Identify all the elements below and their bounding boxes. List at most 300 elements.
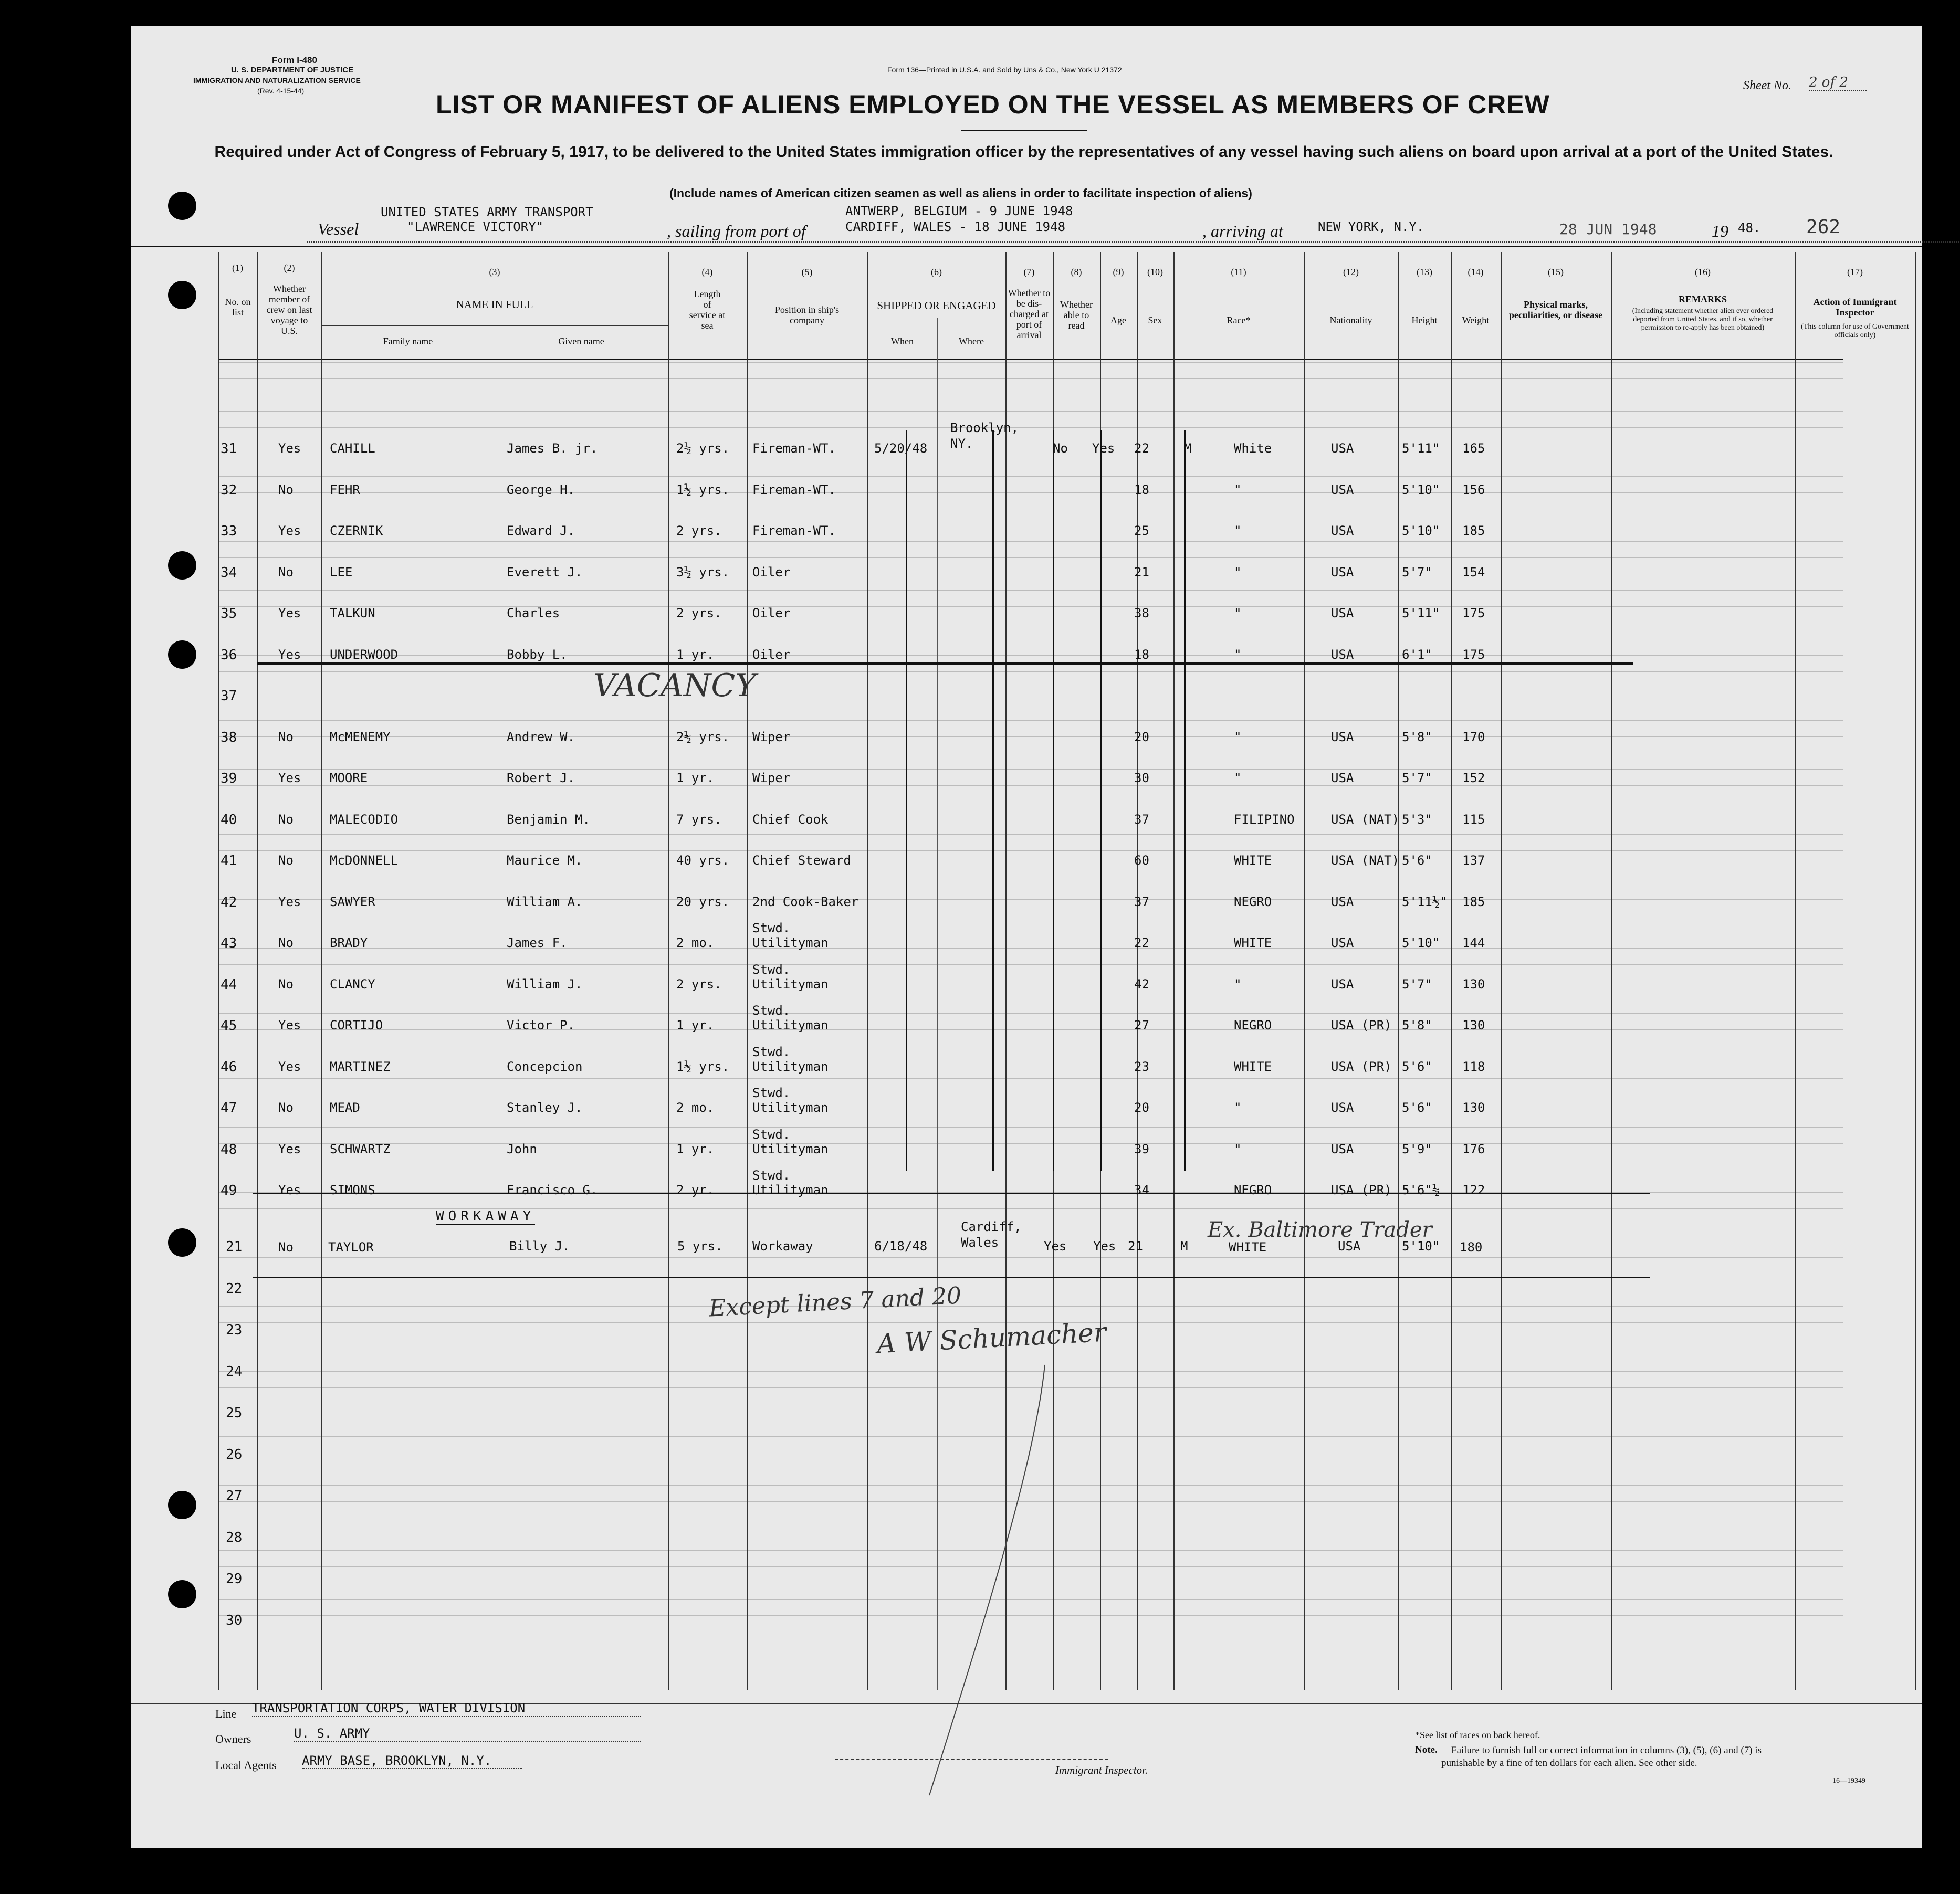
- service-length: 1 yr.: [676, 1141, 715, 1156]
- age: 30: [1134, 771, 1149, 785]
- col-3-family: Family name: [383, 336, 433, 346]
- row-number: 47: [221, 1100, 237, 1116]
- family-name: MARTINEZ: [330, 1059, 391, 1074]
- age: 22: [1134, 441, 1149, 456]
- given-name: Concepcion: [507, 1059, 583, 1074]
- workaway-no: 21: [226, 1239, 243, 1255]
- position: Utilityman: [752, 1059, 829, 1074]
- prev-cell: No: [278, 729, 294, 744]
- position: Utilityman: [752, 1018, 829, 1033]
- row-number: 32: [221, 482, 237, 498]
- workaway-discharged: Yes: [1044, 1239, 1067, 1254]
- grid-line: [218, 899, 1843, 900]
- service-length: 2 yrs.: [676, 523, 722, 538]
- grid-line: [218, 427, 1843, 428]
- weight: 130: [1462, 976, 1485, 992]
- position: Oiler: [752, 647, 791, 662]
- service-length: 1½ yrs.: [676, 1059, 730, 1074]
- race: ": [1234, 606, 1242, 620]
- service-length: 1 yr.: [676, 647, 715, 662]
- grid-line: [218, 655, 1843, 656]
- discharged: No: [1053, 441, 1068, 456]
- sheet-label: Sheet No.: [1743, 79, 1791, 92]
- weight: 176: [1462, 1141, 1485, 1156]
- family-name: McMENEMY: [330, 729, 391, 744]
- race: ": [1234, 1100, 1242, 1115]
- owners-label: Owners: [215, 1732, 251, 1745]
- col-line: [1451, 252, 1452, 1690]
- col-15-num: (15): [1548, 267, 1564, 277]
- grid-line: [218, 362, 1843, 363]
- service-length: 3½ yrs.: [676, 564, 730, 580]
- port-line-1: ANTWERP, BELGIUM - 9 JUNE 1948: [845, 204, 1073, 218]
- age: 22: [1134, 935, 1149, 950]
- empty-row-number: 30: [226, 1613, 243, 1628]
- grid-line: [218, 1127, 1843, 1128]
- service-length: 2 yrs.: [676, 976, 722, 992]
- revision: (Rev. 4-15-44): [257, 87, 305, 95]
- service-length: 7 yrs.: [676, 812, 722, 827]
- crew-table: [131, 26, 1922, 1848]
- service-length: 2½ yrs.: [676, 729, 730, 744]
- row-number: 44: [221, 976, 237, 993]
- position-dept: Stwd.: [752, 921, 791, 935]
- nationality: USA (NAT): [1331, 853, 1400, 868]
- ditto-stroke: [906, 430, 907, 1171]
- height: 5'10": [1402, 935, 1440, 950]
- height: 5'6": [1402, 853, 1432, 868]
- given-name: William J.: [507, 976, 583, 992]
- weight: 152: [1462, 771, 1485, 785]
- col-6-label: SHIPPED OR ENGAGED: [877, 299, 996, 312]
- col-12-label: Nationality: [1329, 315, 1372, 325]
- vacancy-note: VACANCY: [593, 667, 756, 704]
- vessel-label: Vessel: [318, 219, 359, 238]
- col-line: [1173, 252, 1175, 1690]
- manifest-sheet: [131, 26, 1922, 1848]
- workaway-height: 5'10": [1402, 1239, 1440, 1254]
- port-line-2: CARDIFF, WALES - 18 JUNE 1948: [845, 219, 1066, 234]
- height: 5'10": [1402, 482, 1440, 497]
- service-length: 1 yr.: [676, 771, 715, 785]
- nationality: USA: [1331, 647, 1354, 662]
- races-note: *See list of races on back hereof.: [1415, 1730, 1540, 1740]
- position: Utilityman: [752, 1141, 829, 1156]
- year-label: 19: [1712, 222, 1728, 240]
- race: ": [1234, 771, 1242, 785]
- row-number: 48: [221, 1141, 237, 1158]
- grid-line: [218, 557, 1843, 558]
- grid-line: [218, 492, 1843, 493]
- department: U. S. DEPARTMENT OF JUSTICE: [231, 66, 354, 75]
- workaway-remark: Ex. Baltimore Trader: [1208, 1218, 1432, 1242]
- header-bottom-rule: [218, 359, 1843, 360]
- col-line: [257, 252, 258, 1690]
- ditto-stroke: [1053, 430, 1054, 1171]
- position: Utilityman: [752, 1100, 829, 1115]
- workaway-age: 21: [1128, 1239, 1143, 1254]
- nationality: USA: [1331, 894, 1354, 909]
- service-length: 1 yr.: [676, 1018, 715, 1033]
- nationality: USA: [1331, 935, 1354, 950]
- prev-cell: Yes: [278, 1183, 301, 1197]
- given-name: Francisco G.: [507, 1183, 598, 1197]
- col-17-note: (This column for use of Government officials only): [1801, 323, 1909, 339]
- nationality: USA: [1331, 482, 1354, 497]
- weight: 185: [1462, 894, 1485, 909]
- workaway-race: WHITE: [1229, 1240, 1267, 1255]
- height: 5'9": [1402, 1141, 1432, 1156]
- line-label: Line: [215, 1707, 237, 1720]
- year-value: 48.: [1738, 220, 1761, 235]
- col-16-label: REMARKS: [1678, 294, 1727, 304]
- row-number: 49: [221, 1183, 237, 1198]
- grid-line: [218, 850, 1843, 851]
- col-2-num: (2): [284, 262, 295, 273]
- arriving-port: NEW YORK, N.Y.: [1318, 219, 1424, 234]
- race: ": [1234, 1141, 1242, 1156]
- family-name: SAWYER: [330, 894, 375, 909]
- weight: 185: [1462, 523, 1485, 538]
- col-3-given: Given name: [558, 336, 604, 346]
- row-number: 39: [221, 771, 237, 786]
- grid-line: [218, 1143, 1843, 1144]
- age: 25: [1134, 523, 1149, 538]
- given-name: Stanley J.: [507, 1100, 583, 1115]
- family-name: CZERNIK: [330, 523, 383, 538]
- position-dept: Stwd.: [752, 1127, 791, 1142]
- col-16-note: (Including statement whether alien ever ordered deported from United States, and if so, whether permission to re-apply has been obtained): [1632, 307, 1774, 332]
- position: Utilityman: [752, 1183, 829, 1197]
- family-name: SCHWARTZ: [330, 1141, 391, 1156]
- col-13-num: (13): [1417, 267, 1432, 277]
- given-name: George H.: [507, 482, 575, 497]
- prev-cell: Yes: [278, 894, 301, 909]
- empty-row-number: 23: [226, 1322, 243, 1338]
- position: Utilityman: [752, 976, 829, 992]
- col-12-num: (12): [1343, 267, 1359, 277]
- race: ": [1234, 523, 1242, 538]
- col-line: [1501, 252, 1502, 1690]
- workaway-service: 5 yrs.: [677, 1239, 723, 1254]
- vessel-line-1: UNITED STATES ARMY TRANSPORT: [381, 205, 593, 219]
- row-number: 33: [221, 523, 237, 539]
- prev-cell: Yes: [278, 1141, 301, 1156]
- age: 21: [1134, 564, 1149, 580]
- prev-cell: No: [278, 935, 294, 950]
- include-note: (Include names of American citizen seamen as well as aliens in order to facilitate inspection of aliens): [669, 186, 1252, 200]
- service-length: 2 mo.: [676, 935, 715, 950]
- col-4-num: (4): [701, 267, 713, 277]
- sex: M: [1184, 441, 1192, 456]
- age: 37: [1134, 894, 1149, 909]
- agents-label: Local Agents: [215, 1759, 277, 1772]
- page-title: LIST OR MANIFEST OF ALIENS EMPLOYED ON THE VESSEL AS MEMBERS OF CREW: [436, 90, 1550, 119]
- col-6-num: (6): [931, 267, 942, 277]
- grid-line: [218, 736, 1843, 737]
- stamp-number: 262: [1806, 216, 1841, 238]
- race: ": [1234, 482, 1242, 497]
- age: 38: [1134, 606, 1149, 620]
- prev-cell: No: [278, 853, 294, 868]
- position: Fireman-WT.: [752, 523, 836, 538]
- empty-row-number: 26: [226, 1447, 243, 1462]
- height: 5'7": [1402, 564, 1432, 580]
- family-name: CAHILL: [330, 441, 375, 456]
- col-line: [1611, 252, 1612, 1690]
- weight: 130: [1462, 1018, 1485, 1033]
- weight: 122: [1462, 1183, 1485, 1197]
- height: 5'10": [1402, 523, 1440, 538]
- weight: 130: [1462, 1100, 1485, 1115]
- col-11-label: Race*: [1227, 315, 1251, 325]
- given-name: Charles: [507, 606, 560, 620]
- col-6-when: When: [891, 336, 914, 346]
- nationality: USA: [1331, 729, 1354, 744]
- workaway-label: WORKAWAY: [436, 1208, 536, 1224]
- col-line: [218, 252, 219, 1690]
- grid-line: [218, 720, 1843, 721]
- age: 27: [1134, 1018, 1149, 1033]
- family-name: UNDERWOOD: [330, 647, 399, 662]
- service-length: 40 yrs.: [676, 853, 730, 868]
- vessel-line-2: "LAWRENCE VICTORY": [407, 219, 544, 234]
- workaway-bottom-rule: [253, 1277, 1650, 1278]
- workaway-family: TAYLOR: [328, 1240, 374, 1255]
- position: 2nd Cook-Baker: [752, 894, 859, 909]
- weight: 115: [1462, 812, 1485, 827]
- shipped-where: Brooklyn, NY.: [950, 420, 1019, 451]
- family-name: MEAD: [330, 1100, 360, 1115]
- col-3-num: (3): [489, 267, 500, 277]
- col-14-label: Weight: [1462, 315, 1490, 325]
- position-dept: Stwd.: [752, 1044, 791, 1059]
- grid-line: [218, 834, 1843, 835]
- form-id: Form I-480: [272, 55, 317, 65]
- col-9-label: Age: [1110, 315, 1126, 325]
- given-name: James F.: [507, 935, 568, 950]
- col-6-where: Where: [959, 336, 984, 346]
- height: 5'6": [1402, 1059, 1432, 1074]
- col-9-num: (9): [1113, 267, 1124, 277]
- position: Wiper: [752, 729, 791, 744]
- nationality: USA (PR): [1331, 1059, 1392, 1074]
- grid-line: [218, 671, 1843, 672]
- col-2-label: Whether member of crew on last voyage to U.S.: [266, 283, 312, 336]
- printer-line: Form 136—Printed in U.S.A. and Sold by Uns & Co., New York U 21372: [887, 66, 1122, 74]
- given-name: James B. jr.: [507, 441, 598, 456]
- grid-line: [218, 785, 1843, 786]
- col-10-num: (10): [1147, 267, 1163, 277]
- col-15-label: Physical marks, peculiarities, or disease: [1508, 299, 1603, 320]
- nationality: USA (PR): [1331, 1183, 1392, 1197]
- prev-cell: No: [278, 564, 294, 580]
- service: IMMIGRATION AND NATURALIZATION SERVICE: [193, 76, 361, 85]
- position: Chief Cook: [752, 812, 829, 827]
- col-16-num: (16): [1695, 267, 1711, 277]
- race: NEGRO: [1234, 1183, 1272, 1197]
- weight: 156: [1462, 482, 1485, 497]
- col-line: [867, 252, 868, 1690]
- col-line: [1137, 252, 1138, 1690]
- grid-line: [218, 964, 1843, 965]
- height: 5'7": [1402, 976, 1432, 992]
- prev-cell: Yes: [278, 1059, 301, 1074]
- weight: 118: [1462, 1059, 1485, 1074]
- family-name: CORTIJO: [330, 1018, 383, 1033]
- nationality: USA (PR): [1331, 1018, 1392, 1033]
- age: 18: [1134, 647, 1149, 662]
- height: 5'3": [1402, 812, 1432, 827]
- col-1-label: No. on list: [225, 297, 251, 318]
- height: 5'6": [1402, 1100, 1432, 1115]
- race: FILIPINO: [1234, 812, 1295, 827]
- ditto-stroke: [1100, 430, 1102, 1171]
- nationality: USA: [1331, 771, 1354, 785]
- row-number: 42: [221, 894, 237, 910]
- workaway-where: Cardiff, Wales: [961, 1219, 1022, 1250]
- weight: 165: [1462, 441, 1485, 456]
- family-name: FEHR: [330, 482, 360, 497]
- row-number: 38: [221, 729, 237, 745]
- prev-cell: No: [278, 812, 294, 827]
- age: 60: [1134, 853, 1149, 868]
- workaway-top-rule: [253, 1193, 1650, 1194]
- age: 20: [1134, 1100, 1149, 1115]
- prev-cell: Yes: [278, 606, 301, 620]
- family-name: McDONNELL: [330, 853, 399, 868]
- height: 5'8": [1402, 1018, 1432, 1033]
- shipped-when: 5/20/48: [874, 441, 928, 456]
- nationality: USA: [1331, 564, 1354, 580]
- race: WHITE: [1234, 935, 1272, 950]
- grid-line: [218, 541, 1843, 542]
- service-length: 1½ yrs.: [676, 482, 730, 497]
- race: WHITE: [1234, 1059, 1272, 1074]
- agents-value: ARMY BASE, BROOKLYN, N.Y.: [302, 1753, 522, 1769]
- nationality: USA: [1331, 606, 1354, 620]
- row-number: 31: [221, 441, 237, 457]
- age: 23: [1134, 1059, 1149, 1074]
- weight: 137: [1462, 853, 1485, 868]
- race: NEGRO: [1234, 894, 1272, 909]
- workaway-given: Billy J.: [509, 1239, 570, 1254]
- family-name: TALKUN: [330, 606, 375, 620]
- owners-value: U. S. ARMY: [294, 1726, 641, 1742]
- col-8-label: Whether able to read: [1060, 299, 1093, 331]
- given-name: Maurice M.: [507, 853, 583, 868]
- weight: 154: [1462, 564, 1485, 580]
- family-name: CLANCY: [330, 976, 375, 992]
- age: 20: [1134, 729, 1149, 744]
- col-line: [668, 252, 669, 1690]
- grid-line: [218, 476, 1843, 477]
- given-name: Benjamin M.: [507, 812, 590, 827]
- col-17-label: Action of Immigrant Inspector: [1813, 297, 1897, 318]
- family-name: BRADY: [330, 935, 368, 950]
- col-7-num: (7): [1023, 267, 1035, 277]
- weight: 175: [1462, 606, 1485, 620]
- nationality: USA: [1331, 1141, 1354, 1156]
- given-name: Victor P.: [507, 1018, 575, 1033]
- col-13-label: Height: [1411, 315, 1438, 325]
- subtitle: Required under Act of Congress of February 5, 1917, to be delivered to the United States immigration officer by the representatives of any vessel having such aliens on board upon arrival at a port of the United States.: [214, 143, 1833, 161]
- position: Fireman-WT.: [752, 482, 836, 497]
- grid-line: [218, 606, 1843, 607]
- height: 5'8": [1402, 729, 1432, 744]
- row-number: 45: [221, 1018, 237, 1034]
- race: ": [1234, 564, 1242, 580]
- workaway-read: Yes: [1093, 1239, 1116, 1254]
- height: 5'11½": [1402, 894, 1448, 909]
- col-line: [1915, 252, 1916, 1690]
- height: 5'6"½: [1402, 1183, 1440, 1197]
- workaway-weight: 180: [1460, 1240, 1483, 1255]
- arriving-label: , arriving at: [1202, 222, 1283, 240]
- age: 37: [1134, 812, 1149, 827]
- col-4-label: Length of service at sea: [689, 289, 726, 331]
- col-14-num: (14): [1468, 267, 1484, 277]
- col-3-label: NAME IN FULL: [456, 298, 533, 311]
- sailing-label: , sailing from port of: [667, 222, 806, 240]
- col-17-num: (17): [1847, 267, 1863, 277]
- family-name: SIMONS: [330, 1183, 375, 1197]
- given-name: Andrew W.: [507, 729, 575, 744]
- prev-cell: Yes: [278, 523, 301, 538]
- position: Oiler: [752, 564, 791, 580]
- col-10-label: Sex: [1148, 315, 1162, 325]
- col-line: [1398, 252, 1399, 1690]
- position: Wiper: [752, 771, 791, 785]
- age: 34: [1134, 1183, 1149, 1197]
- col-line: [1795, 252, 1796, 1690]
- grid-line: [218, 769, 1843, 770]
- family-name: MALECODIO: [330, 812, 399, 827]
- signature-stroke: [919, 1360, 1055, 1806]
- race: ": [1234, 647, 1242, 662]
- ditto-stroke: [1184, 430, 1186, 1171]
- row-number: 43: [221, 935, 237, 951]
- nationality: USA: [1331, 976, 1354, 992]
- race: ": [1234, 729, 1242, 744]
- service-length: 2½ yrs.: [676, 441, 730, 456]
- col-line: [747, 252, 748, 1690]
- empty-row-number: 24: [226, 1364, 243, 1380]
- note-text: —Failure to furnish full or correct information in columns (3), (5), (6) and (7) is punishable by a fine of ten dollars for each alien. See other side.: [1441, 1745, 1762, 1769]
- line-value: TRANSPORTATION CORPS, WATER DIVISION: [252, 1701, 641, 1717]
- grid-line: [218, 1257, 1843, 1258]
- grid-line: [218, 590, 1843, 591]
- empty-row-number: 28: [226, 1530, 243, 1545]
- family-name: MOORE: [330, 771, 368, 785]
- grid-line: [218, 1013, 1843, 1014]
- col-line: [1304, 252, 1305, 1690]
- ditto-stroke: [992, 430, 994, 1171]
- grid-line: [218, 1029, 1843, 1030]
- arrival-date: 28 JUN 1948: [1559, 220, 1657, 238]
- prev-cell: Yes: [278, 1018, 301, 1033]
- grid-line: [218, 1306, 1843, 1307]
- height: 5'11": [1402, 606, 1440, 620]
- service-length: 20 yrs.: [676, 894, 730, 909]
- empty-row-number: 29: [226, 1571, 243, 1587]
- vacancy-strike: [257, 662, 1633, 665]
- grid-line: [218, 411, 1843, 412]
- nationality: USA (NAT): [1331, 812, 1400, 827]
- given-name: William A.: [507, 894, 583, 909]
- workaway-sex: M: [1180, 1239, 1188, 1254]
- able-to-read: Yes: [1092, 441, 1115, 456]
